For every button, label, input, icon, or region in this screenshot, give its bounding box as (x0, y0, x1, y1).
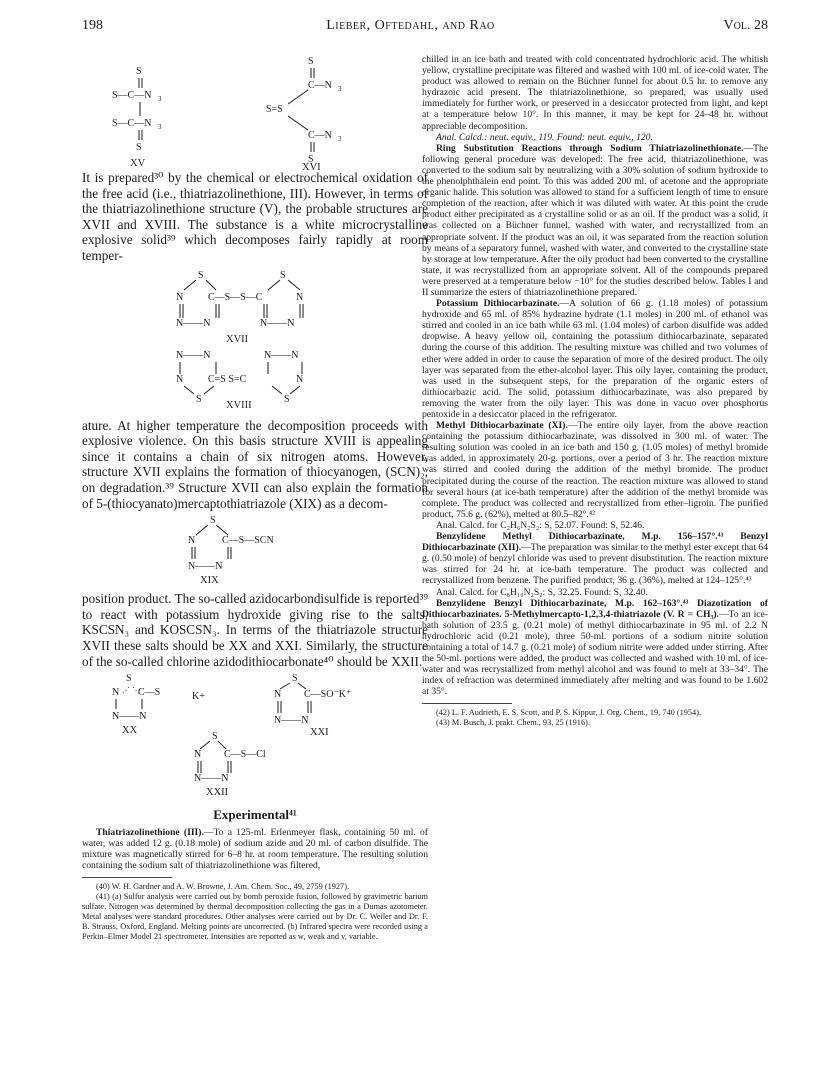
procedure-text: —The following general procedure was developed: The free acid, thiatriazolinethione, was converted to the sodium salt by neutralizing with a 30% solution of sodium hydroxide to the phenolphthalein end point. To this was added 200 ml. of acetone and the appropriate organic halide. This solution was allowed to stand for a sufficient length of time to ensure completion of the reaction, after which it was diluted with water. At this point the crude product either precipitated as a crystalline solid or as an oil. If the product was a solid, it was collected on a Büchner funnel, washed with water, and recrystallized from an appropriate solvent. If the product was an oil, it was separated from the reaction solution by means of a separatory funnel, washed with water, and converted to the crystalline state by storage at low temperature. After the oily product had been converted to the crystalline state, it was recrystallized from an appropriate solvent. All of the compounds prepared were preserved at a temperature below −10° for the studies described below. Tables I and II summarize the esters of thiatriazolinethione prepared. (422, 142, 768, 298)
procedure-ring-substitution (422, 143, 768, 298)
svg-text:3: 3 (338, 85, 342, 93)
svg-text:3: 3 (158, 123, 162, 131)
label-xxi: XXI (310, 727, 329, 739)
structure-xxi (274, 673, 351, 738)
body-paragraph-1: It is prepared³⁰ by the chemical or electrochemical oxidation of the free acid (i.e., thiatriazolinethione, III). However, in terms of the thiatriazolinethione structure (V), the probable structures are XVII and XVIII. The substance is a white microcrystalline explosive solid³⁹ which decomposes fairly rapidly at room temper- (82, 170, 428, 263)
procedure-heading: Thiatriazolinethione (III). (96, 827, 204, 839)
svg-text:C=S S=C: C=S S=C (208, 373, 247, 385)
structures-xx-xxi-xxii (82, 669, 428, 795)
svg-text:S: S (136, 66, 142, 77)
svg-text:C—SO⁻K⁺: C—SO⁻K⁺ (304, 689, 352, 701)
structures-xvii-xviii (82, 264, 428, 408)
footnote-rule (422, 703, 512, 704)
svg-text:C—S—SCN: C—S—SCN (222, 535, 274, 547)
svg-text:N: N (296, 373, 304, 385)
structures-xv-xvi (82, 54, 428, 170)
svg-text:S: S (210, 515, 216, 527)
procedure-text: —To an ice-bath solution of 23.5 g. (0.21 mole) of methyl dithiocarbazinate in 95 ml. of 2.2 N hydrochloric acid (0.21 mole), three 50-ml. portions of a sodium nitrite solution containing a total of 14.7 g. (0.21 mole) of sodium nitrite were added under stirring. After the 50-ml. portions were added, the product was collected and washed with 10 ml. of ice-water and was recrystallized from methyl alcohol and was found to melt at 33–34°. The index of refraction was determined immediately after melting and was found to be 1.602 at 35°. (422, 608, 768, 698)
procedure-text: —A solution of 66 g. (1.18 moles) of potassium hydroxide and 65 ml. of 85% hydrazine hydrate (1.1 moles) in 200 ml. of ethanol was stirred and cooled in an ice bath while 63 ml. (1.04 moles) of carbon disulfide was added dropwise. A heavy yellow oil, containing the potassium dithiocarbazinate, separated during the course of this addition. The resulting mixture was chilled and two volumes of ether were added in order to cause the separation of more of the desired product. The oily layer was separated from the ether-alcohol layer. This oily layer, containing the product, was used in the subsequent steps, for the preparation of the organic esters of dithiocarbazic acid. The solid, potassium dithiocarbazinate, was also prepared by removing the water from the oily layer. This was done in vacuo over phosphorus pentoxide in a desiccator placed in the refrigerator. (422, 298, 769, 420)
svg-text:3: 3 (158, 95, 162, 103)
footnote-41: (41) (a) Sulfur analysis were carried out by bomb peroxide fusion, followed by gravimetric barium sulfate. Nitrogen was determined by thermal decomposition collecting the gas in a Dumas azotometer. Metal analyses were standard procedures. Other analyses were carried out by Dr. C. Weiler and Dr. F. B. Strauss, Oxford, England. Melting points are uncorrected. (b) Infrared spectra were recorded using a Perkin–Elmer Model 21 spectrometer. Intensities are reported as w, weak and v, variable. (82, 892, 428, 942)
svg-text:C—S: C—S (138, 687, 161, 699)
procedure-heading: Ring Substitution Reactions through Sodium Thiatriazolinethionate. (436, 142, 744, 154)
svg-text:C—N: C—N (308, 80, 332, 91)
right-column (422, 54, 768, 728)
footnote-42: (42) L. F. Audrieth, E. S. Scott, and P. S. Kippur, J. Org. Chem., 19, 740 (1954). (436, 708, 702, 718)
procedure-benzyl-dithiocarbazinate (422, 531, 768, 586)
svg-text:N——N: N——N (112, 711, 147, 723)
footnote-40: (40) W. H. Gardner and A. W. Browne, J. Am. Chem. Soc., 49, 2759 (1927). (96, 882, 350, 892)
svg-text:N——N: N——N (260, 317, 295, 329)
svg-text:N——N: N——N (264, 349, 299, 361)
svg-text:S: S (284, 393, 290, 405)
procedure-text: —To a 125-ml. Erlenmeyer flask, containing 50 ml. of water, was added 12 g. (0.18 mole) of sodium azide and 20 ml. of carbon disulfide. The mixture was magnetically stirred for 6–8 hr. at room temperature. The resulting solution containing the sodium salt of thiatriazolinethione was filtered, (82, 827, 428, 872)
svg-text:3: 3 (338, 135, 342, 143)
footnote-rule (82, 877, 172, 878)
svg-text:N——N: N——N (176, 317, 211, 329)
label-xv: XV (130, 158, 146, 169)
structure-xvii (176, 270, 303, 345)
svg-text:S: S (280, 269, 286, 281)
svg-text:N: N (112, 687, 120, 699)
label-xvi: XVI (302, 162, 321, 170)
procedure-methyl-dithiocarbazinate (422, 420, 768, 520)
svg-text:⋰ ⋱: ⋰ ⋱ (122, 686, 140, 696)
svg-text:S: S (198, 269, 204, 281)
procedure-thiatriazolinethione (82, 827, 428, 871)
body-paragraph-2: ature. At higher temperature the decomposition proceeds with explosive violence. On this basis structure XVIII is appealing since it contains a chain of six nitrogen atoms. However, structure XVII explains the formation of thiocyanogen, (SCN)₂, on degradation.³⁹ Structure XVII can also explain the formation of 5-(thiocyanato)mercaptothiatriazole (XIX) as a decom- (82, 417, 428, 511)
svg-text:N——N: N——N (188, 561, 223, 573)
running-head-authors: Lieber, Oftedahl, and Rao (326, 18, 495, 33)
section-heading-experimental: Experimental⁴¹ (213, 807, 297, 823)
procedure-potassium-dithiocarbazinate (422, 298, 768, 420)
analysis-2: Anal. Calcd. for C₂H₆N₂S₂: S, 52.07. Found: S, 52.46. (436, 519, 645, 531)
svg-text:S=S: S=S (266, 104, 283, 115)
svg-text:S: S (308, 154, 314, 165)
procedure-diazotization (422, 598, 768, 698)
procedure-heading: Methyl Dithiocarbazinate (XI). (436, 420, 568, 432)
label-xix: XIX (200, 575, 219, 586)
svg-text:S: S (136, 142, 142, 153)
structure-xix (82, 511, 428, 585)
svg-text:N——N: N——N (274, 715, 309, 727)
svg-text:N: N (274, 689, 282, 701)
potassium-ion: K+ (192, 691, 205, 703)
structure-xvi (266, 56, 342, 170)
svg-text:N: N (194, 749, 202, 761)
structure-xxii (194, 731, 266, 795)
procedure-text: —The entire oily layer, from the above reaction containing the potassium dithiocarbazinate, was dissolved in 300 ml. of water. The resulting solution was cooled in an ice bath and 150 g. (1.05 moles) of methyl bromide was added, in approximately 20-g. portions, over a period of 3 hr. The reaction mixture was stirred and cooled during the addition of the methyl bromide. The product precipitated during the course of the reaction. The reaction mixture was allowed to stand for several hours (at ice-bath temperature) after the addition of the methyl bromide was complete. The product was collected and recrystallized from ether–ligroin. The purified product, 75.6 g. (62%), melted at 80.5–82°.⁴² (422, 420, 768, 520)
label-xx: XX (122, 725, 138, 737)
svg-text:S: S (212, 731, 218, 743)
structure-xx (112, 673, 205, 736)
svg-text:C—N: C—N (308, 130, 332, 141)
svg-text:S: S (292, 673, 298, 685)
svg-text:N: N (176, 373, 184, 385)
svg-text:N——N: N——N (194, 773, 229, 785)
svg-text:S: S (126, 673, 132, 685)
body-paragraph-3: position product. The so-called azidocarbondisulfide is reported³⁹ to react with potassium hydroxide giving rise to the salts, KSCSN₃ and KOSCSN₃. In terms of the thiatriazole structure XVII these salts should be XX and XXI. Similarly, the structure of the so-called chlorine azidodithiocarbonate⁴⁰ should be XXII. (82, 591, 428, 669)
procedure-heading: Potassium Dithiocarbazinate. (436, 298, 560, 310)
svg-text:S: S (308, 56, 314, 67)
svg-text:C—S—S—C: C—S—S—C (208, 291, 263, 303)
svg-text:S—C—N: S—C—N (112, 118, 152, 129)
label-xxii: XXII (206, 787, 229, 796)
procedure-continuation: chilled in an ice bath and treated with cold concentrated hydrochloric acid. The whitish yellow, crystalline precipitate was filtered and washed with 100 ml. of ice-cold water. The product was allowed to remain on the Büchner funnel for about 0.5 hr. to remove any hydrazoic acid present. The thiatriazolinethione, so prepared, was usually used immediately for further work, or preserved in a desiccator protected from light, and kept at a temperature below 10°. In this manner, it may be kept for 24–48 hr. without appreciable decomposition. (422, 54, 768, 132)
procedure-heading: Benzylidene Benzyl Dithiocarbazinate, M.p. 162–163°.⁴³ Diazotization of Dithiocarbazinates. 5-Methylmercapto-1,2,3,4-thiatriazole (V. R = CH₃). (422, 597, 768, 620)
svg-text:N——N: N——N (176, 349, 211, 361)
procedure-text: —The preparation was similar to the methyl ester except that 64 g. (0.50 mole) of benzyl chloride was used to prevent disubstitution. The reaction mixture was stirred for 24 hr. at ice-bath temperature. The product was collected and recrystallized from benzene. The purified product, 36 g. (36%), melted at 124–125°.⁴³ (422, 542, 768, 587)
svg-text:N: N (188, 535, 196, 547)
page-number: 198 (82, 18, 103, 33)
left-column (82, 54, 428, 942)
footnote-43: (43) M. Busch, J. prakt. Chem., 93, 25 (1916). (436, 718, 590, 728)
svg-text:S—C—N: S—C—N (112, 90, 152, 101)
analysis-1: Anal. Calcd.: neut. equiv., 119. Found: neut. equiv., 120. (436, 131, 653, 143)
analysis-3: Anal. Calcd. for C₈H₁₀N₂S₂: S, 32.25. Found: S, 32.40. (436, 586, 648, 598)
procedure-heading: Benzylidene Methyl Dithiocarbazinate, M.p. 156–157°.⁴³ Benzyl Dithiocarbazinate (XII). (422, 531, 768, 554)
volume-label: Vol. 28 (723, 18, 768, 33)
label-xviii: XVIII (226, 399, 252, 408)
structure-xv (112, 66, 162, 169)
svg-text:N: N (296, 291, 304, 303)
structure-xviii (176, 350, 303, 408)
svg-text:N: N (176, 291, 184, 303)
label-xvii: XVII (226, 333, 249, 345)
svg-text:S: S (196, 393, 202, 405)
svg-text:C—S—Cl: C—S—Cl (224, 749, 266, 761)
